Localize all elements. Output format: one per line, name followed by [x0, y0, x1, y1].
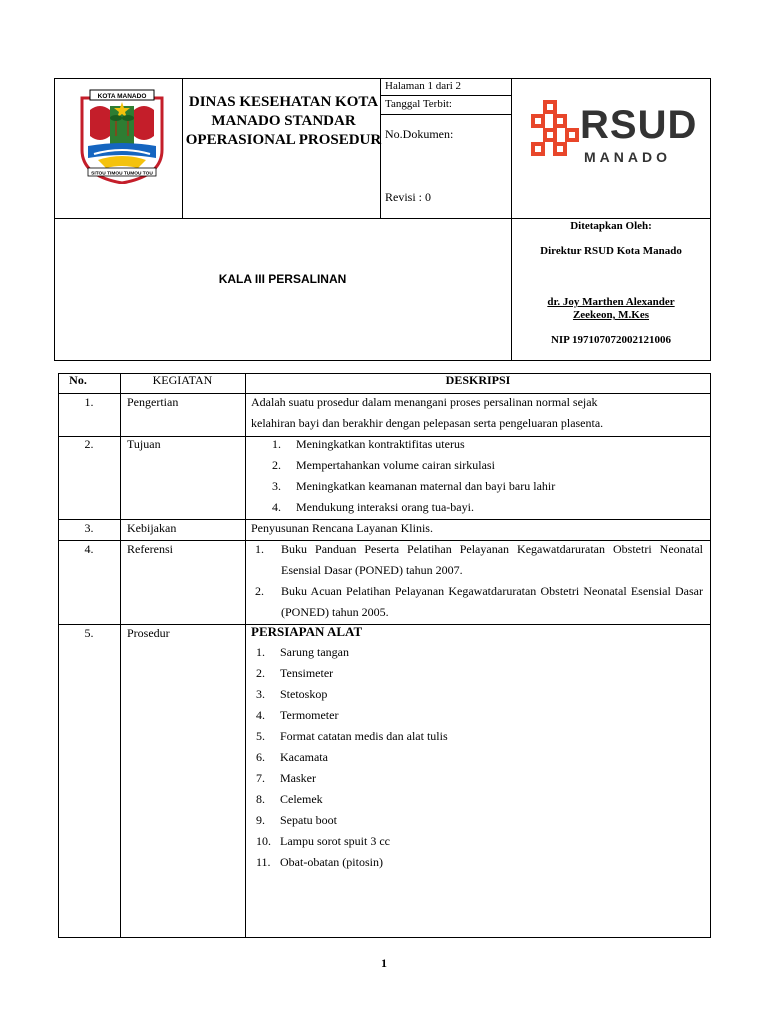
list-item: 4. Termometer	[256, 708, 339, 722]
page-number: 1	[381, 956, 387, 970]
list-item: 1. Meningkatkan kontraktifitas uterus	[272, 437, 465, 451]
meta-revisi: Revisi : 0	[385, 190, 432, 204]
list-item: 3. Stetoskop	[256, 687, 328, 701]
jabatan: Direktur RSUD Kota Manado	[540, 245, 682, 257]
table-col-divider	[120, 373, 121, 938]
sop-title: KALA III PERSALINAN	[218, 272, 347, 286]
header-divider	[54, 218, 711, 219]
row-kegiatan: Kebijakan	[127, 521, 177, 535]
meta-tanggal-terbit: Tanggal Terbit:	[385, 98, 452, 110]
section-title: PERSIAPAN ALAT	[251, 624, 363, 639]
meta-no-dokumen: No.Dokumen:	[385, 127, 454, 141]
th-deskripsi: DESKRIPSI	[445, 373, 511, 387]
list-item: 4. Mendukung interaksi orang tua-bayi.	[272, 500, 474, 514]
header-divider	[380, 95, 511, 96]
manado-logo-text: MANADO	[584, 149, 671, 165]
row-kegiatan: Prosedur	[127, 626, 170, 640]
list-item: 1. Buku Panduan Peserta Pelatihan Pelayanan Kegawatdaruratan Obstetri Neonatal Esensial Dasar (PONED) tahun 2007.	[255, 542, 703, 577]
org-title: DINAS KESEHATAN KOTA MANADO STANDAR OPERASIONAL PROSEDUR	[185, 94, 382, 148]
row-deskripsi: Penyusunan Rencana Layanan Klinis.	[251, 521, 433, 535]
prosedur-list	[256, 642, 696, 873]
list-item: 2. Buku Acuan Pelatihan Pelayanan Kegawatdaruratan Obstetri Neonatal Esensial Dasar (PONED) tahun 2005.	[255, 584, 703, 619]
th-kegiatan: KEGIATAN	[152, 373, 213, 387]
row-kegiatan: Tujuan	[127, 437, 161, 451]
kota-manado-crest-logo	[76, 88, 168, 184]
th-no: No.	[69, 373, 87, 387]
row-no: 3.	[84, 521, 94, 535]
signer-name-line1: dr. Joy Marthen Alexander	[547, 296, 675, 308]
list-item: 2. Mempertahankan volume cairan sirkulasi	[272, 458, 495, 472]
list-item: 5. Format catatan medis dan alat tulis	[256, 729, 448, 743]
crest-top-text: KOTA MANADO	[97, 93, 147, 100]
header-divider	[182, 78, 183, 218]
rsud-logo-text: RSUD	[580, 103, 698, 147]
crest-motto-text: SITOU TIMOU TUMOU TOU	[91, 171, 153, 177]
table-col-divider	[245, 373, 246, 938]
row-kegiatan: Referensi	[127, 542, 173, 556]
referensi-list	[255, 539, 703, 623]
tujuan-list	[272, 434, 702, 518]
desc-line: Adalah suatu prosedur dalam menangani proses persalinan normal sejak	[251, 395, 598, 409]
meta-halaman: Halaman 1 dari 2	[385, 80, 462, 92]
list-item: 9. Sepatu boot	[256, 813, 337, 827]
list-item: 2. Tensimeter	[256, 666, 334, 680]
list-item: 8. Celemek	[256, 792, 323, 806]
list-item: 3. Meningkatkan keamanan maternal dan bayi baru lahir	[272, 479, 556, 493]
row-kegiatan: Pengertian	[127, 395, 179, 409]
row-no: 4.	[84, 542, 94, 556]
list-item: 10. Lampu sorot spuit 3 cc	[256, 834, 390, 848]
list-item: 6. Kacamata	[256, 750, 328, 764]
row-no: 1.	[84, 395, 94, 409]
row-deskripsi	[251, 392, 703, 434]
ditetapkan-oleh: Ditetapkan Oleh:	[570, 220, 652, 232]
list-item: 1. Sarung tangan	[256, 645, 349, 659]
header-divider	[380, 114, 511, 115]
desc-line: kelahiran bayi dan berakhir dengan pelepasan serta pengeluaran plasenta.	[251, 416, 604, 430]
row-no: 5.	[84, 626, 94, 640]
signer-name-line2: Zeekeon, M.Kes	[572, 309, 650, 321]
list-item: 7. Masker	[256, 771, 316, 785]
row-no: 2.	[84, 437, 94, 451]
list-item: 11. Obat-obatan (pitosin)	[256, 855, 383, 869]
signer-nip: NIP 197107072002121006	[550, 334, 672, 346]
